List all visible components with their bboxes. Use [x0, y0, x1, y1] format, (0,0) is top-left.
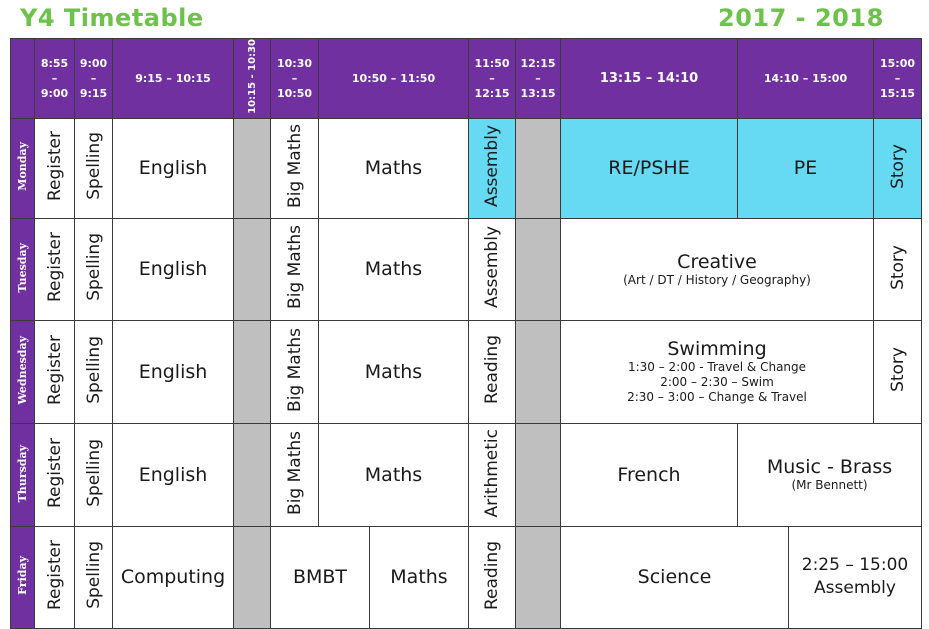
cell-bmbt: BMBT	[271, 526, 370, 628]
cell-reading: Reading	[469, 320, 516, 423]
corner-cell	[11, 39, 35, 119]
cell-pe: PE	[738, 118, 874, 218]
cell-science: Science	[561, 526, 789, 628]
cell-assembly: Assembly	[469, 218, 516, 320]
row-thursday	[11, 423, 922, 526]
cell-english: English	[113, 218, 234, 320]
day-thursday: Thursday	[11, 423, 35, 526]
cell-friday-assembly: 2:25 – 15:00 Assembly	[789, 526, 922, 628]
row-wednesday	[11, 320, 922, 423]
cell-register: Register	[35, 218, 75, 320]
time-header-0915: 9:15 – 10:15	[113, 39, 234, 119]
row-monday	[11, 118, 922, 218]
cell-break	[234, 423, 271, 526]
cell-creative: Creative (Art / DT / History / Geography)	[561, 218, 874, 320]
row-tuesday	[11, 218, 922, 320]
cell-spelling: Spelling	[75, 526, 113, 628]
day-monday: Monday	[11, 118, 35, 218]
day-friday: Friday	[11, 526, 35, 628]
time-header-1315: 13:15 – 14:10	[561, 39, 738, 119]
cell-story: Story	[874, 118, 922, 218]
timetable	[10, 38, 922, 629]
cell-english: English	[113, 320, 234, 423]
cell-spelling: Spelling	[75, 423, 113, 526]
cell-arithmetic: Arithmetic	[469, 423, 516, 526]
cell-spelling: Spelling	[75, 218, 113, 320]
cell-assembly: Assembly	[469, 118, 516, 218]
time-header-1030: 10:30 – 10:50	[271, 39, 319, 119]
time-header-1050: 10:50 – 11:50	[319, 39, 469, 119]
cell-register: Register	[35, 526, 75, 628]
cell-reading: Reading	[469, 526, 516, 628]
cell-big-maths: Big Maths	[271, 118, 319, 218]
day-wednesday: Wednesday	[11, 320, 35, 423]
cell-lunch	[516, 118, 561, 218]
cell-maths: Maths	[319, 320, 469, 423]
cell-music: Music - Brass (Mr Bennett)	[738, 423, 922, 526]
day-tuesday: Tuesday	[11, 218, 35, 320]
cell-story: Story	[874, 218, 922, 320]
time-header-1150: 11:50 – 12:15	[469, 39, 516, 119]
page-title: Y4 Timetable	[20, 4, 204, 32]
cell-maths: Maths	[319, 218, 469, 320]
time-header-1215: 12:15 – 13:15	[516, 39, 561, 119]
cell-break	[234, 118, 271, 218]
cell-english: English	[113, 118, 234, 218]
cell-break	[234, 218, 271, 320]
time-header-1500: 15:00 – 15:15	[874, 39, 922, 119]
time-header-1015: 10:15 - 10:30	[234, 39, 271, 119]
cell-maths: Maths	[319, 423, 469, 526]
cell-french: French	[561, 423, 738, 526]
cell-maths: Maths	[370, 526, 469, 628]
cell-break	[234, 320, 271, 423]
cell-lunch	[516, 218, 561, 320]
cell-break	[234, 526, 271, 628]
cell-register: Register	[35, 320, 75, 423]
cell-big-maths: Big Maths	[271, 320, 319, 423]
cell-swimming: Swimming 1:30 – 2:00 - Travel & Change 2:00 – 2:30 – Swim 2:30 – 3:00 – Change & Travel	[561, 320, 874, 423]
cell-maths: Maths	[319, 118, 469, 218]
school-year: 2017 - 2018	[718, 4, 884, 32]
cell-spelling: Spelling	[75, 320, 113, 423]
time-header-0855: 8:55 – 9:00	[35, 39, 75, 119]
cell-big-maths: Big Maths	[271, 218, 319, 320]
cell-register: Register	[35, 423, 75, 526]
cell-english: English	[113, 423, 234, 526]
cell-re-pshe: RE/PSHE	[561, 118, 738, 218]
cell-spelling: Spelling	[75, 118, 113, 218]
time-header-0900: 9:00 – 9:15	[75, 39, 113, 119]
cell-big-maths: Big Maths	[271, 423, 319, 526]
cell-computing: Computing	[113, 526, 234, 628]
cell-lunch	[516, 423, 561, 526]
row-friday	[11, 526, 922, 628]
header-row	[11, 39, 922, 119]
cell-lunch	[516, 320, 561, 423]
cell-lunch	[516, 526, 561, 628]
time-header-1410: 14:10 – 15:00	[738, 39, 874, 119]
cell-register: Register	[35, 118, 75, 218]
cell-story: Story	[874, 320, 922, 423]
